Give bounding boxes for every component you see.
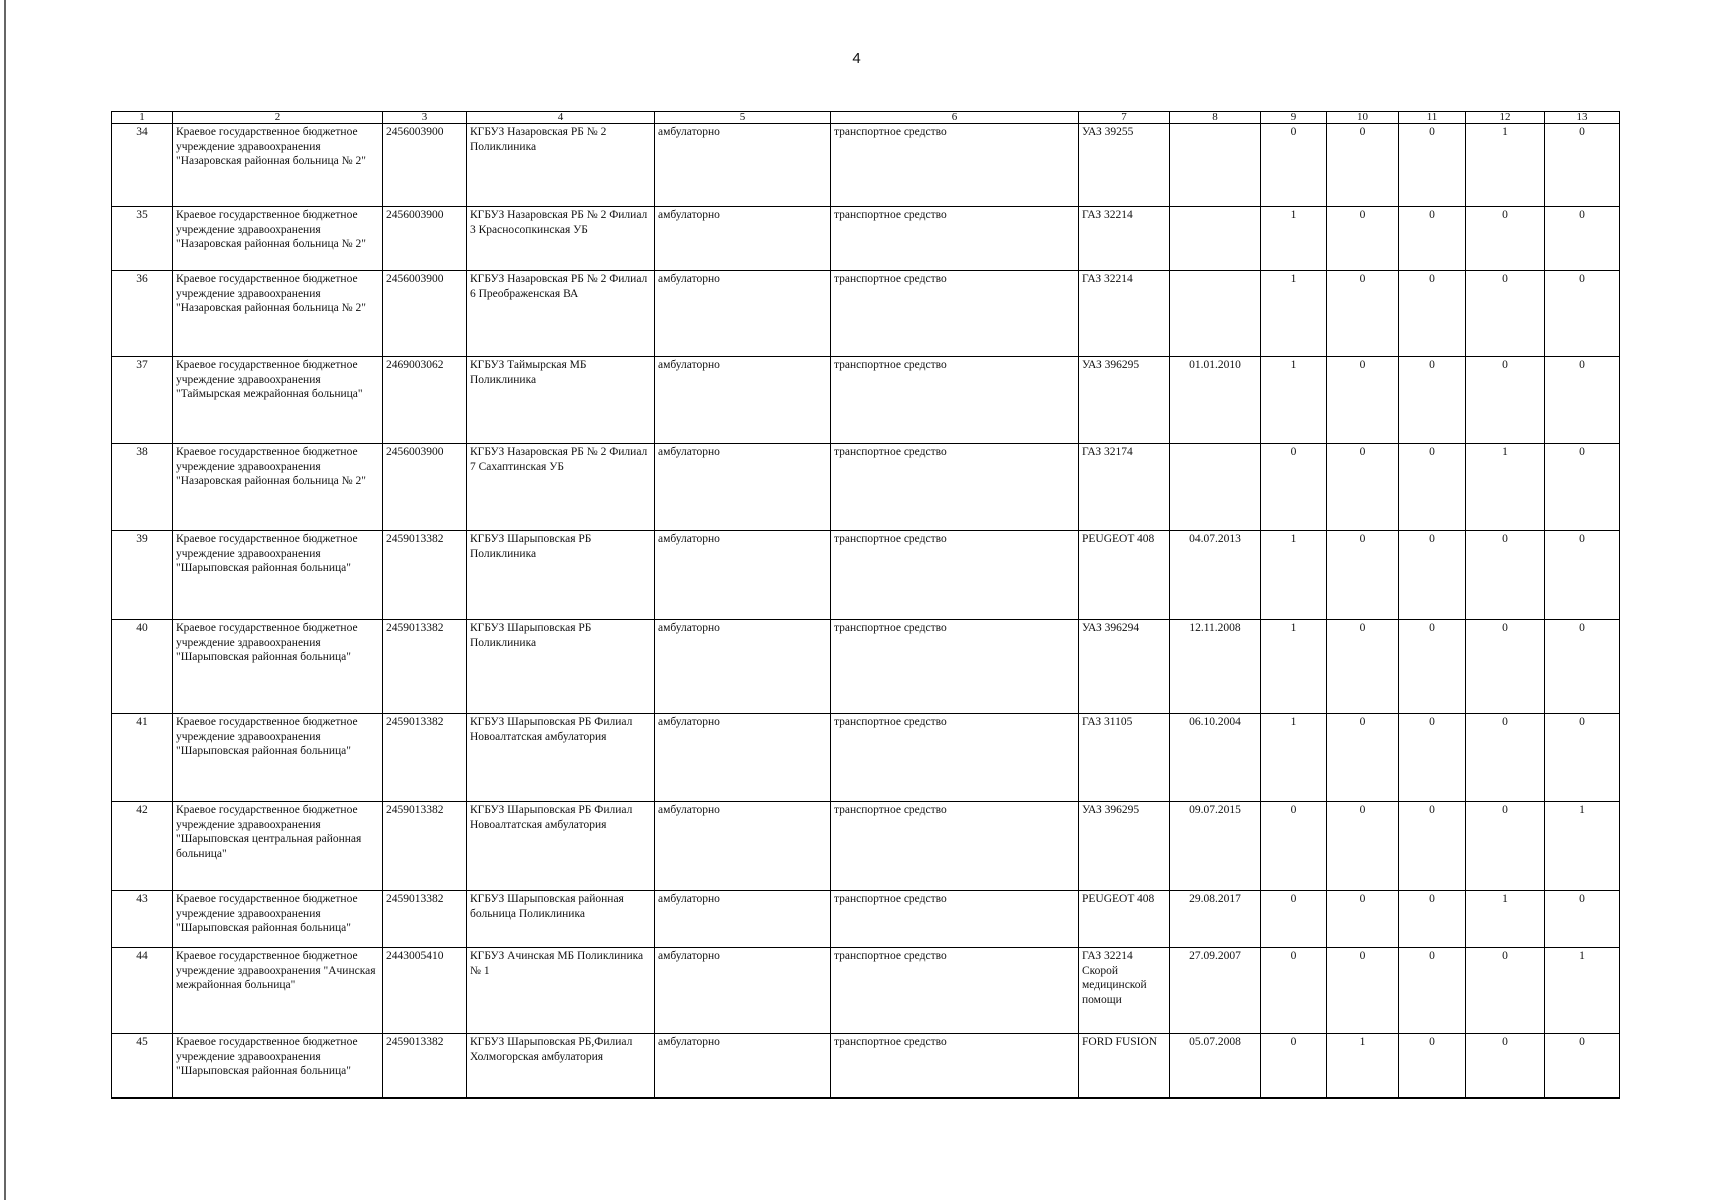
count-col-12: 1 xyxy=(1466,124,1545,207)
organization-name: Краевое государственное бюджетное учреждение здравоохранения "Назаровская районная больница № 2" xyxy=(173,124,383,207)
count-col-13: 0 xyxy=(1545,891,1620,948)
count-col-11: 0 xyxy=(1399,1034,1466,1098)
count-col-13: 0 xyxy=(1545,207,1620,271)
column-header: 11 xyxy=(1399,112,1466,124)
organization-name: Краевое государственное бюджетное учреждение здравоохранения "Назаровская районная больница № 2" xyxy=(173,444,383,531)
count-col-12: 0 xyxy=(1466,207,1545,271)
organization-name: Краевое государственное бюджетное учреждение здравоохранения "Шарыповская центральная районная больница" xyxy=(173,802,383,891)
count-col-13: 0 xyxy=(1545,124,1620,207)
vehicle-model: PEUGEOT 408 xyxy=(1079,531,1170,620)
table-row xyxy=(112,948,1620,1034)
registration-date: 27.09.2007 xyxy=(1170,948,1261,1034)
table-row xyxy=(112,1034,1620,1098)
inn-code: 2456003900 xyxy=(383,124,467,207)
count-col-9: 1 xyxy=(1261,271,1327,357)
count-col-12: 0 xyxy=(1466,714,1545,802)
count-col-11: 0 xyxy=(1399,531,1466,620)
count-col-12: 0 xyxy=(1466,357,1545,444)
subdivision-name: КГБУЗ Таймырская МБ Поликлиника xyxy=(467,357,655,444)
subdivision-name: КГБУЗ Шарыповская районная больница Поликлиника xyxy=(467,891,655,948)
table-row xyxy=(112,531,1620,620)
column-header: 9 xyxy=(1261,112,1327,124)
column-header: 13 xyxy=(1545,112,1620,124)
table-row xyxy=(112,802,1620,891)
care-mode: амбулаторно xyxy=(655,1034,831,1098)
count-col-13: 1 xyxy=(1545,948,1620,1034)
care-mode: амбулаторно xyxy=(655,531,831,620)
count-col-13: 0 xyxy=(1545,714,1620,802)
registration-date xyxy=(1170,444,1261,531)
count-col-11: 0 xyxy=(1399,620,1466,714)
subdivision-name: КГБУЗ Шарыповская РБ Филиал Новоалтатская амбулатория xyxy=(467,714,655,802)
count-col-12: 1 xyxy=(1466,444,1545,531)
registration-date xyxy=(1170,207,1261,271)
registration-date: 05.07.2008 xyxy=(1170,1034,1261,1098)
count-col-9: 0 xyxy=(1261,444,1327,531)
count-col-12: 0 xyxy=(1466,531,1545,620)
row-number: 40 xyxy=(112,620,173,714)
table-row xyxy=(112,714,1620,802)
count-col-13: 0 xyxy=(1545,620,1620,714)
column-header: 10 xyxy=(1327,112,1399,124)
organization-name: Краевое государственное бюджетное учреждение здравоохранения "Назаровская районная больница № 2" xyxy=(173,207,383,271)
vehicle-model: FORD FUSION xyxy=(1079,1034,1170,1098)
subdivision-name: КГБУЗ Назаровская РБ № 2 Филиал 3 Красносопкинская УБ xyxy=(467,207,655,271)
count-col-10: 0 xyxy=(1327,444,1399,531)
count-col-12: 1 xyxy=(1466,891,1545,948)
column-header: 12 xyxy=(1466,112,1545,124)
count-col-10: 0 xyxy=(1327,207,1399,271)
count-col-9: 0 xyxy=(1261,948,1327,1034)
equipment-type: транспортное средство xyxy=(831,124,1079,207)
registration-date: 12.11.2008 xyxy=(1170,620,1261,714)
organization-name: Краевое государственное бюджетное учреждение здравоохранения "Шарыповская районная больница" xyxy=(173,620,383,714)
inn-code: 2456003900 xyxy=(383,444,467,531)
count-col-9: 1 xyxy=(1261,620,1327,714)
row-number: 36 xyxy=(112,271,173,357)
count-col-10: 0 xyxy=(1327,714,1399,802)
column-header: 6 xyxy=(831,112,1079,124)
equipment-type: транспортное средство xyxy=(831,207,1079,271)
registration-date: 29.08.2017 xyxy=(1170,891,1261,948)
care-mode: амбулаторно xyxy=(655,207,831,271)
care-mode: амбулаторно xyxy=(655,948,831,1034)
care-mode: амбулаторно xyxy=(655,124,831,207)
inn-code: 2456003900 xyxy=(383,271,467,357)
count-col-9: 0 xyxy=(1261,891,1327,948)
count-col-9: 0 xyxy=(1261,802,1327,891)
vehicle-register-table xyxy=(111,111,1620,1099)
care-mode: амбулаторно xyxy=(655,714,831,802)
count-col-9: 0 xyxy=(1261,124,1327,207)
count-col-13: 0 xyxy=(1545,357,1620,444)
vehicle-model: ГАЗ 31105 xyxy=(1079,714,1170,802)
count-col-11: 0 xyxy=(1399,357,1466,444)
equipment-type: транспортное средство xyxy=(831,620,1079,714)
count-col-9: 1 xyxy=(1261,207,1327,271)
row-number: 43 xyxy=(112,891,173,948)
table-row xyxy=(112,207,1620,271)
subdivision-name: КГБУЗ Назаровская РБ № 2 Филиал 6 Преображенская ВА xyxy=(467,271,655,357)
column-header: 2 xyxy=(173,112,383,124)
count-col-12: 0 xyxy=(1466,802,1545,891)
equipment-type: транспортное средство xyxy=(831,891,1079,948)
subdivision-name: КГБУЗ Шарыповская РБ Филиал Новоалтатская амбулатория xyxy=(467,802,655,891)
registration-date xyxy=(1170,124,1261,207)
registration-date xyxy=(1170,271,1261,357)
care-mode: амбулаторно xyxy=(655,444,831,531)
column-header: 7 xyxy=(1079,112,1170,124)
organization-name: Краевое государственное бюджетное учреждение здравоохранения "Назаровская районная больница № 2" xyxy=(173,271,383,357)
column-header: 3 xyxy=(383,112,467,124)
row-number: 34 xyxy=(112,124,173,207)
count-col-9: 1 xyxy=(1261,531,1327,620)
count-col-10: 0 xyxy=(1327,948,1399,1034)
subdivision-name: КГБУЗ Назаровская РБ № 2 Филиал 7 Сахаптинская УБ xyxy=(467,444,655,531)
count-col-10: 0 xyxy=(1327,124,1399,207)
vehicle-model: УАЗ 396294 xyxy=(1079,620,1170,714)
count-col-11: 0 xyxy=(1399,124,1466,207)
column-header: 8 xyxy=(1170,112,1261,124)
registration-date: 01.01.2010 xyxy=(1170,357,1261,444)
row-number: 41 xyxy=(112,714,173,802)
subdivision-name: КГБУЗ Назаровская РБ № 2 Поликлиника xyxy=(467,124,655,207)
page-number: 4 xyxy=(852,50,861,67)
equipment-type: транспортное средство xyxy=(831,948,1079,1034)
equipment-type: транспортное средство xyxy=(831,1034,1079,1098)
equipment-type: транспортное средство xyxy=(831,714,1079,802)
count-col-11: 0 xyxy=(1399,444,1466,531)
row-number: 38 xyxy=(112,444,173,531)
row-number: 35 xyxy=(112,207,173,271)
organization-name: Краевое государственное бюджетное учреждение здравоохранения "Шарыповская районная больница" xyxy=(173,891,383,948)
organization-name: Краевое государственное бюджетное учреждение здравоохранения "Шарыповская районная больница" xyxy=(173,531,383,620)
table-row xyxy=(112,357,1620,444)
inn-code: 2459013382 xyxy=(383,714,467,802)
scan-margin-line xyxy=(4,0,6,1200)
row-number: 45 xyxy=(112,1034,173,1098)
subdivision-name: КГБУЗ Ачинская МБ Поликлиника № 1 xyxy=(467,948,655,1034)
register-body xyxy=(112,124,1620,1098)
table-row xyxy=(112,124,1620,207)
row-number: 44 xyxy=(112,948,173,1034)
vehicle-model: ГАЗ 32214 xyxy=(1079,271,1170,357)
row-number: 42 xyxy=(112,802,173,891)
table-row xyxy=(112,444,1620,531)
count-col-11: 0 xyxy=(1399,891,1466,948)
organization-name: Краевое государственное бюджетное учреждение здравоохранения "Таймырская межрайонная больница" xyxy=(173,357,383,444)
organization-name: Краевое государственное бюджетное учреждение здравоохранения "Шарыповская районная больница" xyxy=(173,714,383,802)
registration-date: 04.07.2013 xyxy=(1170,531,1261,620)
vehicle-model: PEUGEOT 408 xyxy=(1079,891,1170,948)
count-col-12: 0 xyxy=(1466,620,1545,714)
count-col-13: 0 xyxy=(1545,271,1620,357)
inn-code: 2459013382 xyxy=(383,620,467,714)
column-header: 4 xyxy=(467,112,655,124)
inn-code: 2459013382 xyxy=(383,531,467,620)
count-col-9: 0 xyxy=(1261,1034,1327,1098)
subdivision-name: КГБУЗ Шарыповская РБ Поликлиника xyxy=(467,620,655,714)
row-number: 37 xyxy=(112,357,173,444)
count-col-10: 0 xyxy=(1327,271,1399,357)
vehicle-model: ГАЗ 32214 xyxy=(1079,207,1170,271)
vehicle-model: УАЗ 396295 xyxy=(1079,802,1170,891)
organization-name: Краевое государственное бюджетное учреждение здравоохранения "Шарыповская районная больница" xyxy=(173,1034,383,1098)
count-col-10: 0 xyxy=(1327,891,1399,948)
care-mode: амбулаторно xyxy=(655,271,831,357)
vehicle-model: УАЗ 396295 xyxy=(1079,357,1170,444)
count-col-10: 0 xyxy=(1327,357,1399,444)
count-col-10: 0 xyxy=(1327,531,1399,620)
column-header: 1 xyxy=(112,112,173,124)
table-row xyxy=(112,891,1620,948)
count-col-11: 0 xyxy=(1399,948,1466,1034)
table-row xyxy=(112,620,1620,714)
row-number: 39 xyxy=(112,531,173,620)
count-col-10: 1 xyxy=(1327,1034,1399,1098)
count-col-13: 1 xyxy=(1545,802,1620,891)
care-mode: амбулаторно xyxy=(655,357,831,444)
count-col-9: 1 xyxy=(1261,357,1327,444)
equipment-type: транспортное средство xyxy=(831,802,1079,891)
count-col-11: 0 xyxy=(1399,207,1466,271)
equipment-type: транспортное средство xyxy=(831,531,1079,620)
inn-code: 2459013382 xyxy=(383,802,467,891)
inn-code: 2443005410 xyxy=(383,948,467,1034)
count-col-12: 0 xyxy=(1466,1034,1545,1098)
subdivision-name: КГБУЗ Шарыповская РБ Поликлиника xyxy=(467,531,655,620)
care-mode: амбулаторно xyxy=(655,891,831,948)
organization-name: Краевое государственное бюджетное учреждение здравоохранения "Ачинская межрайонная больница" xyxy=(173,948,383,1034)
count-col-10: 0 xyxy=(1327,620,1399,714)
count-col-13: 0 xyxy=(1545,1034,1620,1098)
count-col-11: 0 xyxy=(1399,271,1466,357)
registration-date: 06.10.2004 xyxy=(1170,714,1261,802)
inn-code: 2469003062 xyxy=(383,357,467,444)
count-col-13: 0 xyxy=(1545,531,1620,620)
count-col-12: 0 xyxy=(1466,948,1545,1034)
care-mode: амбулаторно xyxy=(655,802,831,891)
inn-code: 2456003900 xyxy=(383,207,467,271)
inn-code: 2459013382 xyxy=(383,891,467,948)
count-col-12: 0 xyxy=(1466,271,1545,357)
column-header: 5 xyxy=(655,112,831,124)
subdivision-name: КГБУЗ Шарыповская РБ,Филиал Холмогорская амбулатория xyxy=(467,1034,655,1098)
vehicle-model: УАЗ 39255 xyxy=(1079,124,1170,207)
care-mode: амбулаторно xyxy=(655,620,831,714)
count-col-10: 0 xyxy=(1327,802,1399,891)
vehicle-model: ГАЗ 32214 Скорой медицинской помощи xyxy=(1079,948,1170,1034)
equipment-type: транспортное средство xyxy=(831,444,1079,531)
table-row xyxy=(112,271,1620,357)
equipment-type: транспортное средство xyxy=(831,357,1079,444)
registration-date: 09.07.2015 xyxy=(1170,802,1261,891)
count-col-11: 0 xyxy=(1399,802,1466,891)
vehicle-model: ГАЗ 32174 xyxy=(1079,444,1170,531)
equipment-type: транспортное средство xyxy=(831,271,1079,357)
column-number-row xyxy=(112,112,1620,124)
inn-code: 2459013382 xyxy=(383,1034,467,1098)
count-col-9: 1 xyxy=(1261,714,1327,802)
count-col-13: 0 xyxy=(1545,444,1620,531)
count-col-11: 0 xyxy=(1399,714,1466,802)
